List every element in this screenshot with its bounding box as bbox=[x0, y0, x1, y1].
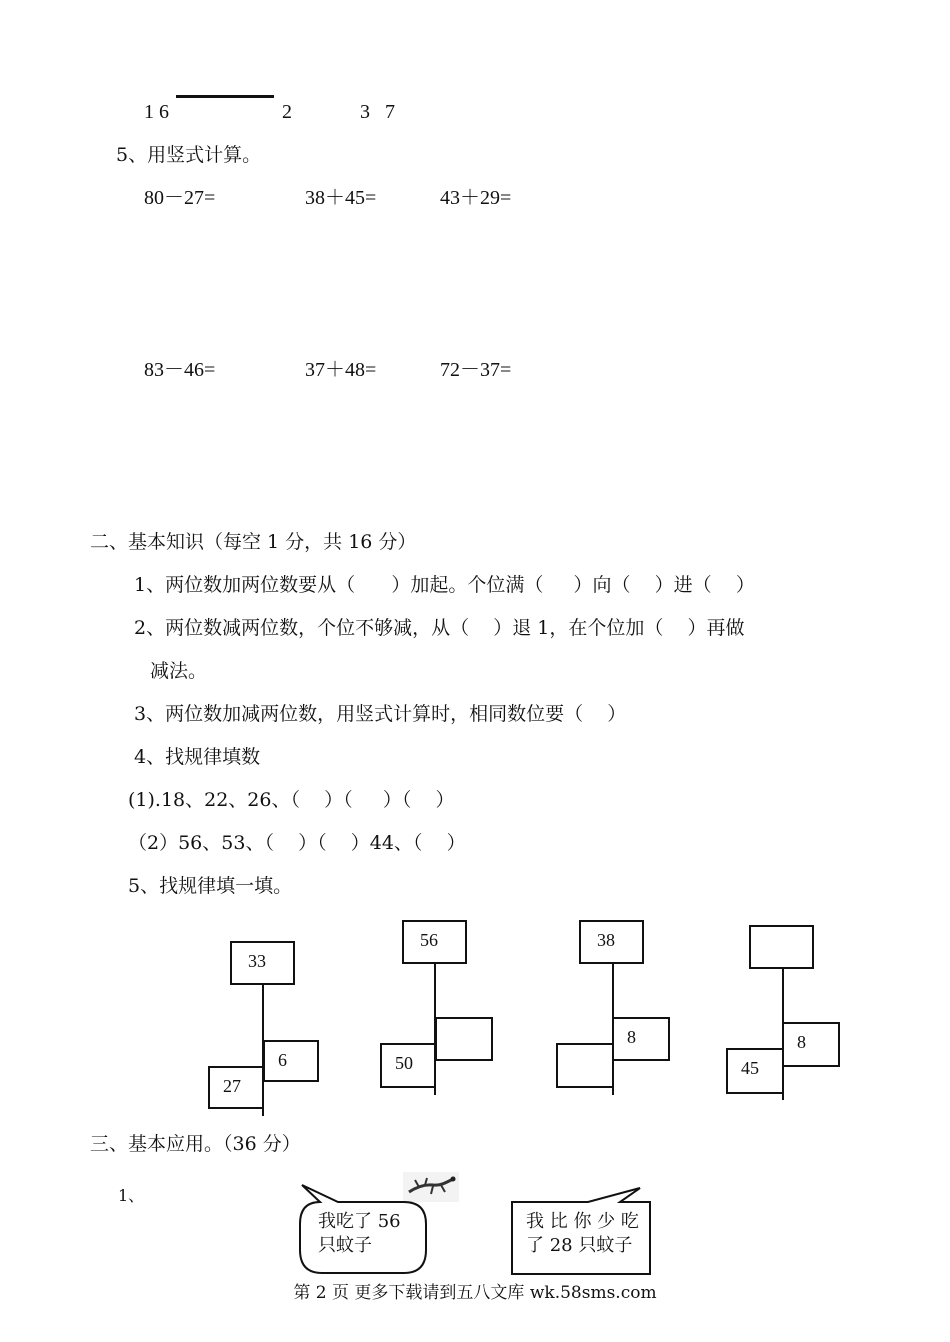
speech-bubble-left-text: 我吃了 56 只蚊子 bbox=[318, 1211, 401, 1256]
diagram-left-value: 27 bbox=[223, 1076, 241, 1096]
q5-title: 5、用竖式计算。 bbox=[116, 144, 262, 166]
calc-4: 83－46= bbox=[144, 359, 216, 381]
calc-3: 43＋29= bbox=[440, 187, 512, 209]
diagram-right-value: 8 bbox=[627, 1027, 636, 1047]
diagram-left-value: 50 bbox=[395, 1053, 413, 1073]
diagram-top-box bbox=[579, 920, 644, 964]
diagram-top-value: 38 bbox=[597, 930, 615, 950]
calc-1: 80－27= bbox=[144, 187, 216, 209]
calc-5: 37＋48= bbox=[305, 359, 377, 381]
diagram-right-box bbox=[612, 1017, 670, 1061]
section2-heading: 二、基本知识（每空 1 分，共 16 分） bbox=[90, 531, 417, 553]
section2-q4-1: (1).18、22、26、（ ）（ ）（ ） bbox=[128, 789, 455, 811]
diagram-top-box bbox=[230, 941, 295, 985]
speech-bubble-right-text: 我 比 你 少 吃 了 28 只蚊子 bbox=[526, 1211, 639, 1256]
section2-q2-line1: 2、两位数减两位数，个位不够减，从（ ）退 1，在个位加（ ）再做 bbox=[134, 617, 745, 639]
diagram-top-value: 33 bbox=[248, 951, 266, 971]
diagram-top-value: 56 bbox=[420, 930, 438, 950]
section2-q1: 1、两位数加两位数要从（ ）加起。个位满（ ）向（ ）进（ ） bbox=[134, 574, 755, 596]
top-middle-number: 2 bbox=[282, 101, 292, 123]
section2-q4-2: （2）56、53、（ ）（ ）44、（ ） bbox=[128, 832, 466, 854]
diagram-top-box bbox=[402, 920, 467, 964]
section2-q3: 3、两位数加减两位数，用竖式计算时，相同数位要（ ） bbox=[134, 703, 627, 725]
diagram-left-box bbox=[208, 1066, 264, 1109]
diagram-left-box[interactable] bbox=[556, 1043, 614, 1088]
diagram-right-value: 8 bbox=[797, 1032, 806, 1052]
diagram-left-value: 45 bbox=[741, 1058, 759, 1078]
page-footer: 第 2 页 更多下载请到五八文库 wk.58sms.com bbox=[293, 1283, 657, 1303]
section2-q4: 4、找规律填数 bbox=[134, 746, 261, 768]
section2-q2-line2: 减法。 bbox=[150, 660, 208, 682]
diagram-top-box[interactable] bbox=[749, 925, 814, 969]
calc-2: 38＋45= bbox=[305, 187, 377, 209]
top-right-number: 3 7 bbox=[360, 101, 395, 123]
diagram-right-value: 6 bbox=[278, 1050, 287, 1070]
calc-6: 72－37= bbox=[440, 359, 512, 381]
diagram-right-box bbox=[782, 1022, 840, 1067]
section3-heading: 三、基本应用。（36 分） bbox=[90, 1133, 301, 1155]
diagram-left-box bbox=[726, 1048, 784, 1094]
section3-q1-label: 1、 bbox=[118, 1186, 145, 1205]
top-overline bbox=[176, 95, 274, 98]
diagram-left-box bbox=[380, 1043, 436, 1088]
diagram-right-box[interactable] bbox=[435, 1017, 493, 1061]
top-left-number: 1 6 bbox=[144, 101, 169, 123]
diagram-right-box bbox=[263, 1040, 319, 1082]
section2-q5: 5、找规律填一填。 bbox=[128, 875, 293, 897]
